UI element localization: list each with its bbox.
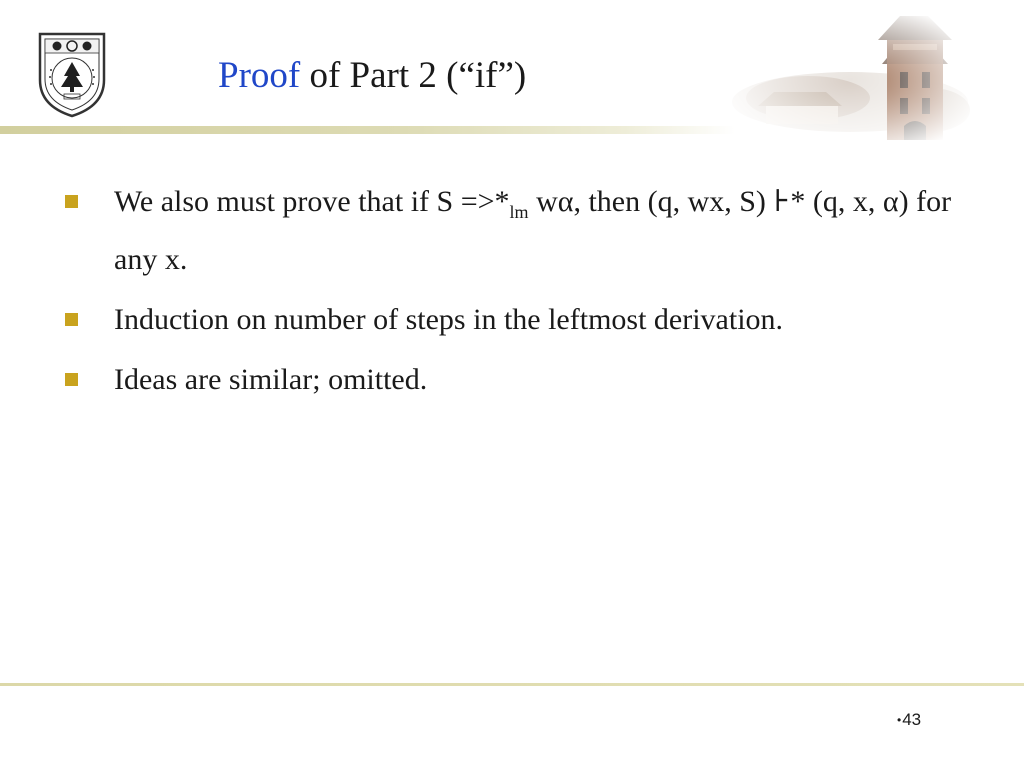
slide-title-rest: of Part 2 (“if”)	[300, 55, 527, 96]
header-divider	[0, 126, 735, 134]
bullet-square-icon	[65, 373, 78, 386]
bullet-text: We also must prove that if S =>*	[114, 185, 510, 218]
bullet-text: Induction on number of steps in the leftmost derivation.	[114, 303, 784, 336]
bullet-list	[62, 178, 962, 416]
university-logo-icon	[36, 30, 108, 118]
footer-divider	[0, 683, 1024, 686]
bullet-square-icon	[65, 313, 78, 326]
bullet-square-icon	[65, 195, 78, 208]
page-number	[897, 710, 921, 730]
slide-title	[218, 54, 526, 97]
tower-image-icon	[730, 14, 970, 146]
bullet-item	[62, 178, 962, 283]
page-number-value: 43	[902, 710, 922, 729]
page-marker: •	[897, 713, 902, 727]
slide-title-accent: Proof	[218, 55, 301, 96]
bullet-text: Ideas are similar; omitted.	[114, 363, 428, 396]
bullet-text: wα, then (q, wx, S) ⊦* (q, x, α) for any x.	[114, 185, 952, 276]
bullet-item	[62, 356, 962, 403]
bullet-subscript: lm	[509, 202, 529, 222]
bullet-item	[62, 296, 962, 343]
